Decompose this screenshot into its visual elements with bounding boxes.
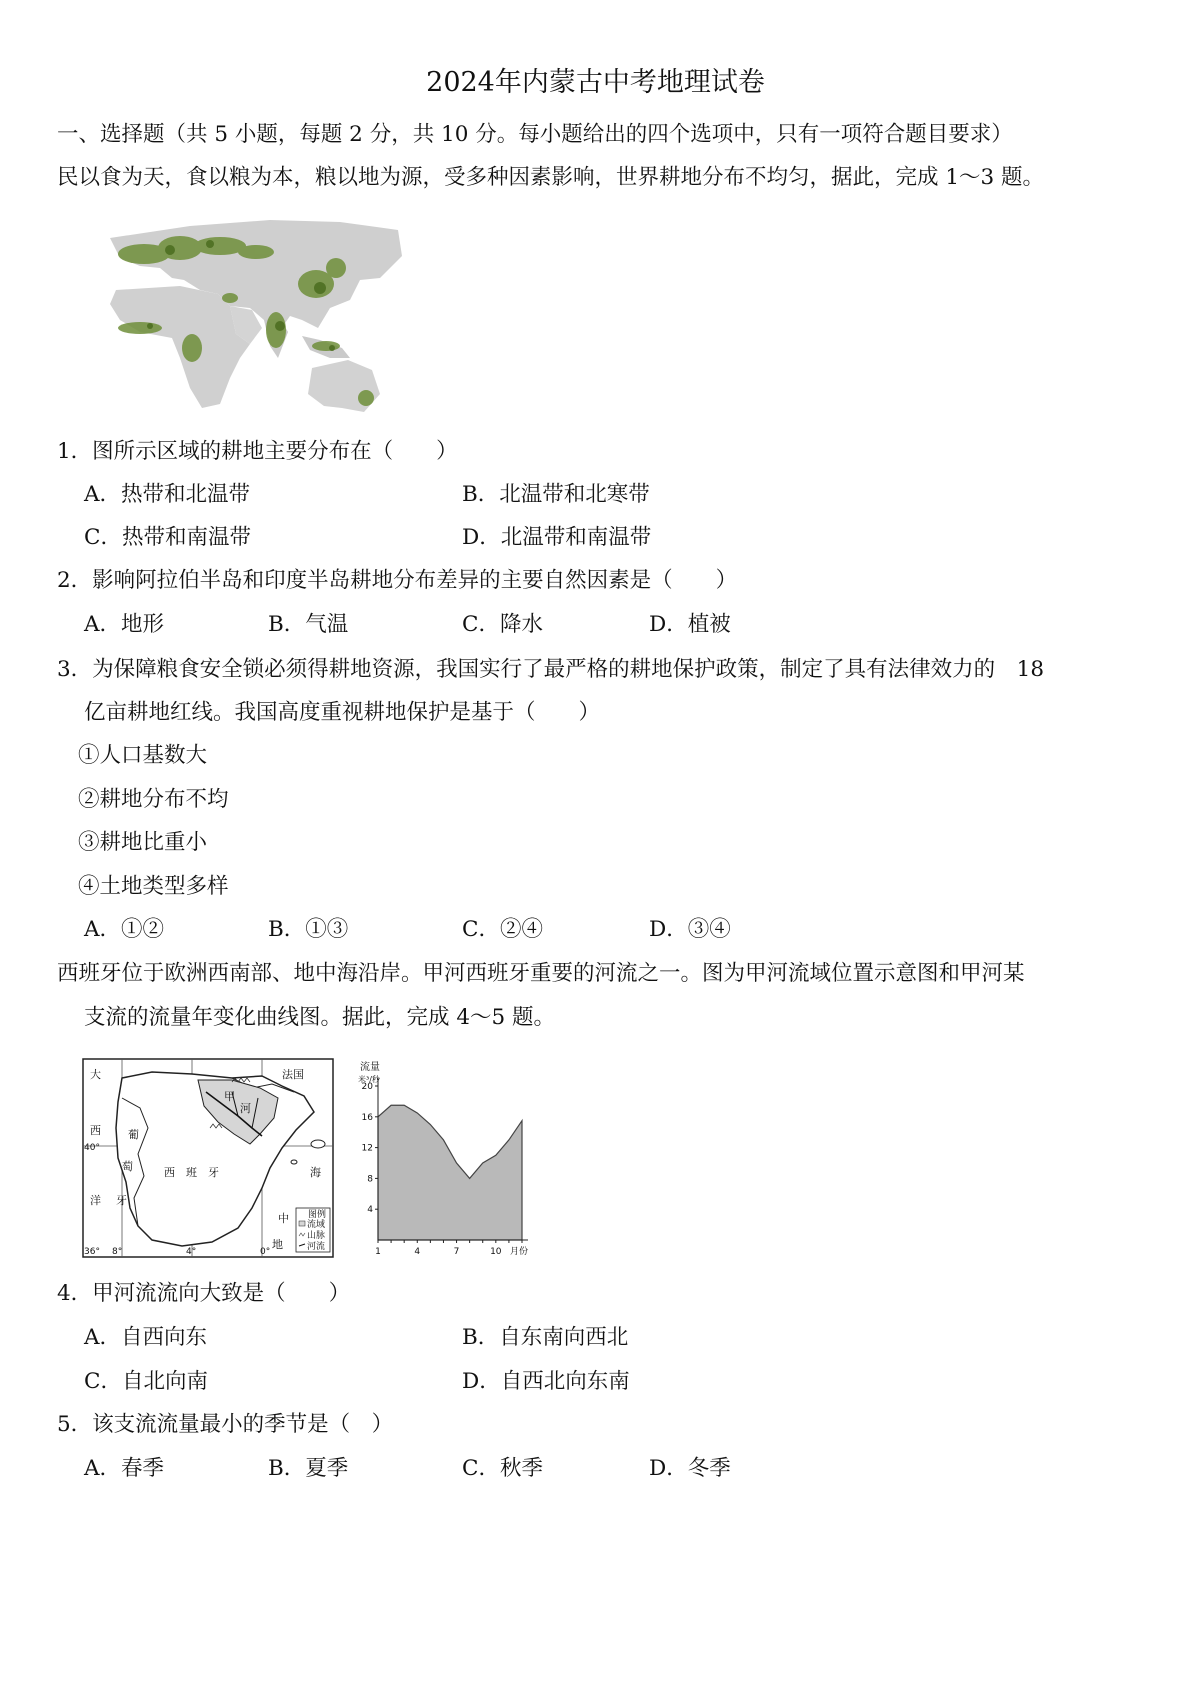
y-tick-label: 4 — [367, 1205, 373, 1216]
legend-title: 图例 — [308, 1210, 327, 1220]
legend-mountain-label: 山脉 — [307, 1231, 326, 1241]
legend-basin-label: 流域 — [307, 1220, 326, 1230]
question-3-item-4: ④土地类型多样 — [78, 874, 229, 899]
map-label-zhong: 中 — [278, 1212, 289, 1225]
question-1-option-d: D．北温带和南温带 — [462, 525, 652, 550]
page-title: 2024年内蒙古中考地理试卷 — [426, 67, 765, 98]
question-2-option-c: C．降水 — [462, 612, 543, 637]
map-label-xi: 西 — [90, 1124, 101, 1137]
question-1-option-c: C．热带和南温带 — [84, 525, 251, 550]
question-5-option-a: A．春季 — [84, 1456, 165, 1481]
question-5-option-b: B．夏季 — [268, 1456, 349, 1481]
world-cropland-map — [80, 208, 406, 420]
question-5-option-d: D．冬季 — [649, 1456, 731, 1481]
question-4-option-d: D．自西北向东南 — [462, 1369, 630, 1394]
map-label-france: 法国 — [282, 1068, 304, 1081]
map-label-spain: 西 班 牙 — [164, 1166, 219, 1179]
y-tick-label: 8 — [367, 1174, 373, 1185]
map-label-lon4: 4° — [186, 1247, 197, 1257]
legend-river-label: 河流 — [307, 1242, 326, 1252]
map-label-lat36: 36° — [84, 1247, 100, 1257]
x-tick-label: 10 — [490, 1247, 502, 1257]
y-tick-label: 12 — [361, 1143, 373, 1154]
question-4-option-a: A．自西向东 — [84, 1325, 208, 1350]
chart-ylabel: 流量 — [360, 1062, 380, 1073]
question-3-item-1: ①人口基数大 — [78, 743, 208, 768]
question-3-stem-line-2: 亿亩耕地红线。我国高度重视耕地保护是基于（ ） — [84, 700, 601, 725]
question-4-option-c: C．自北向南 — [84, 1369, 208, 1394]
y-tick-label: 16 — [361, 1112, 373, 1123]
flow-chart — [352, 1058, 542, 1263]
question-2-option-d: D．植被 — [649, 612, 731, 637]
map-label-di: 地 — [272, 1238, 283, 1251]
question-2-option-b: B．气温 — [268, 612, 349, 637]
question-2-option-a: A．地形 — [84, 612, 165, 637]
chart-xlabel: 月份 — [510, 1247, 529, 1257]
question-5-option-c: C．秋季 — [462, 1456, 543, 1481]
question-3-item-2: ②耕地分布不均 — [78, 787, 229, 812]
map-label-hai: 海 — [310, 1166, 321, 1179]
intro-paragraph-2-line-2: 支流的流量年变化曲线图。据此，完成 4～5 题。 — [84, 1005, 556, 1030]
map-label-pu: 葡 — [128, 1128, 139, 1141]
question-3-option-d: D．③④ — [649, 917, 731, 942]
question-3-option-c: C．②④ — [462, 917, 543, 942]
map-label-lat40: 40° — [84, 1143, 100, 1153]
question-4-stem: 4．甲河流流向大致是（ ） — [57, 1281, 351, 1306]
question-3-option-b: B．①③ — [268, 917, 349, 942]
map-label-tao: 萄 — [122, 1160, 133, 1173]
x-tick-label: 7 — [453, 1247, 460, 1257]
map-label-he: 河 — [240, 1102, 251, 1115]
spain-river-basin-map — [82, 1058, 334, 1258]
question-3-item-3: ③耕地比重小 — [78, 830, 208, 855]
question-1-option-a: A．热带和北温带 — [84, 482, 251, 507]
question-1-option-b: B．北温带和北寒带 — [462, 482, 650, 507]
question-4-option-b: B．自东南向西北 — [462, 1325, 629, 1350]
map-label-ya: 牙 — [116, 1194, 127, 1207]
question-3-option-a: A．①② — [84, 917, 165, 942]
map-label-lon8: 8° — [112, 1247, 123, 1257]
x-tick-label: 4 — [414, 1247, 421, 1257]
map-label-da: 大 — [90, 1068, 101, 1081]
question-1-stem: 1．图所示区域的耕地主要分布在（ ） — [57, 439, 458, 464]
y-tick-label: 20 — [361, 1082, 373, 1092]
map-label-lon0: 0° — [260, 1247, 271, 1257]
map-label-jia: 甲 — [224, 1090, 235, 1103]
question-3-stem-line-1: 3．为保障粮食安全锁必须得耕地资源，我国实行了最严格的耕地保护政策，制定了具有法律效力的 18 — [57, 657, 1045, 682]
chart-yunit: 米³/秒 — [358, 1075, 380, 1084]
intro-paragraph-1: 民以食为天，食以粮为本，粮以地为源，受多种因素影响，世界耕地分布不均匀，据此，完成 1～3 题。 — [57, 165, 1045, 190]
map-label-yang: 洋 — [90, 1194, 101, 1207]
question-5-stem: 5．该支流流量最小的季节是（ ） — [57, 1412, 394, 1437]
x-tick-label: 1 — [375, 1247, 381, 1257]
intro-paragraph-2-line-1: 西班牙位于欧洲西南部、地中海沿岸。甲河西班牙重要的河流之一。图为甲河流域位置示意图和甲河某 — [57, 961, 1025, 986]
flow-area-series — [378, 1105, 522, 1240]
question-2-stem: 2．影响阿拉伯半岛和印度半岛耕地分布差异的主要自然因素是（ ） — [57, 568, 738, 593]
section-header: 一、选择题（共 5 小题，每题 2 分，共 10 分。每小题给出的四个选项中，只有一项符合题目要求） — [57, 122, 1013, 147]
